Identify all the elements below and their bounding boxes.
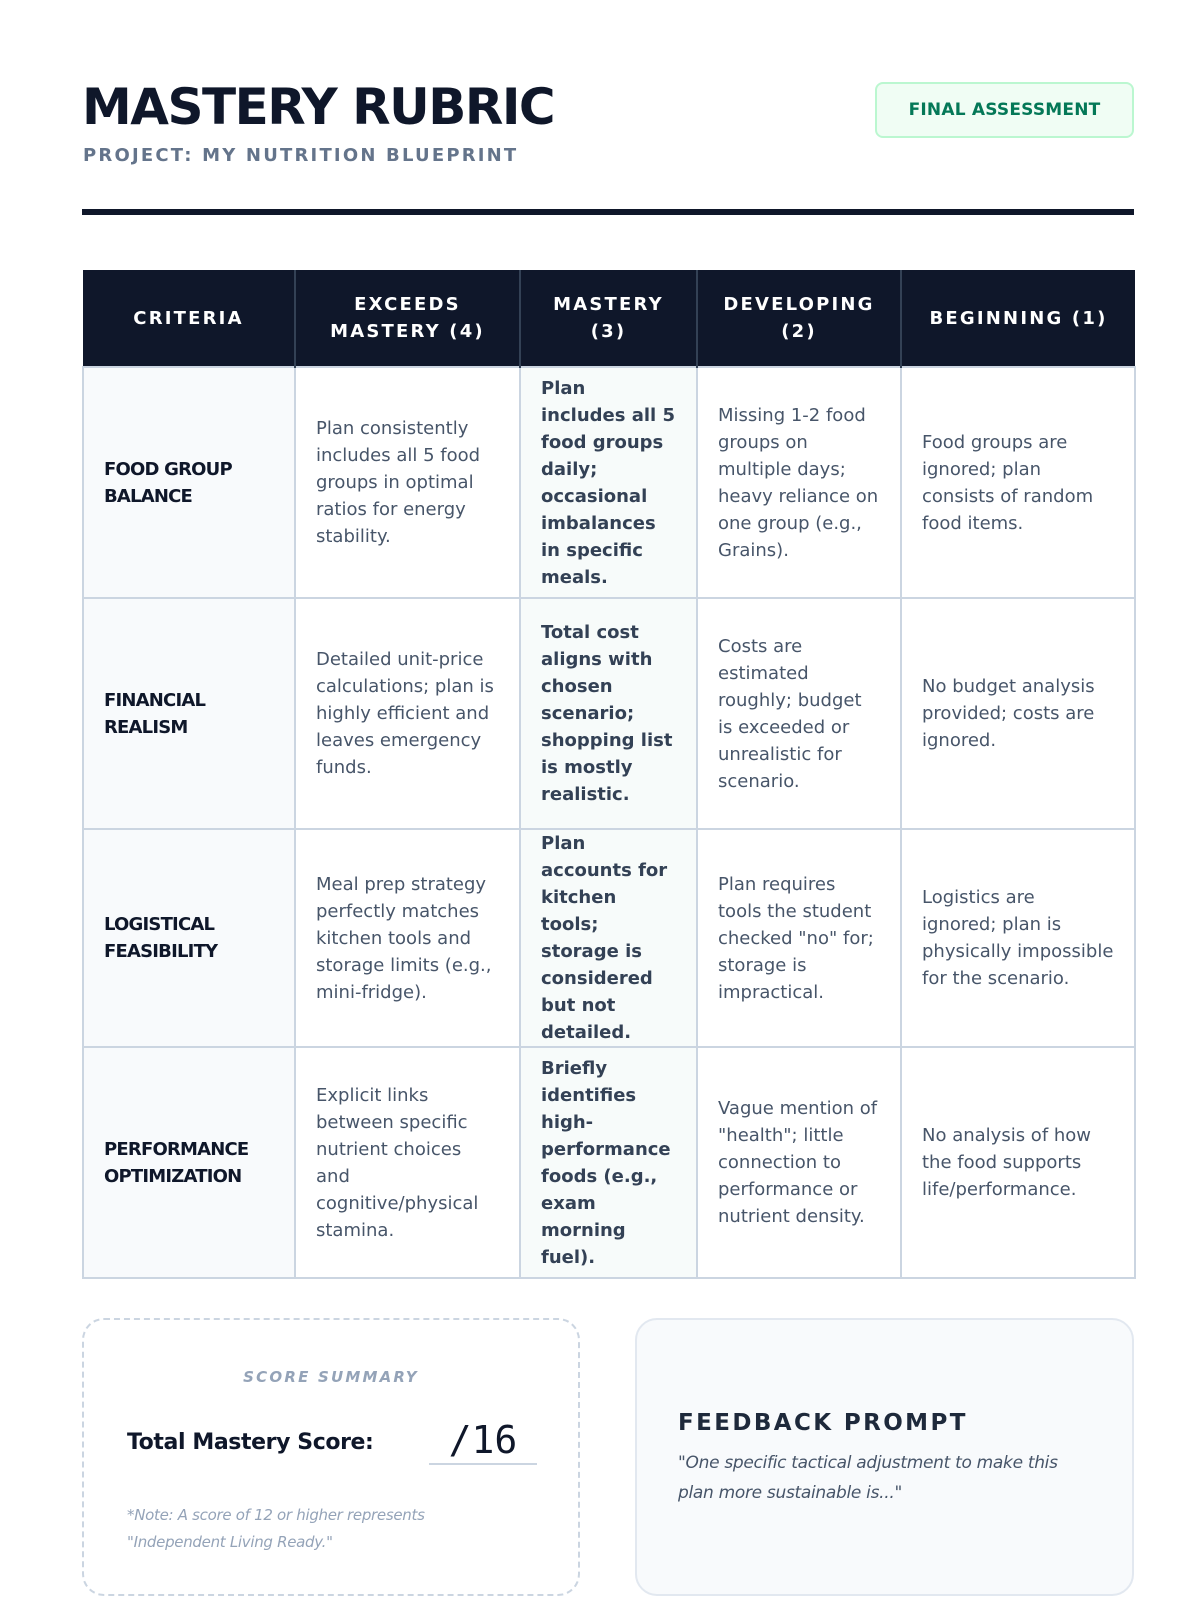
final-assessment-badge: FINAL ASSESSMENT — [875, 82, 1134, 138]
mastery-cell: Briefly identifies high-performance foods (e.g., exam morning fuel). — [520, 1047, 697, 1278]
criteria-cell: LOGISTICAL FEASIBILITY — [83, 829, 295, 1047]
column-header-beginning: BEGINNING (1) — [901, 270, 1135, 367]
developing-cell: Plan requires tools the student checked "no" for; storage is impractical. — [697, 829, 901, 1047]
criteria-cell: PERFORMANCE OPTIMIZATION — [83, 1047, 295, 1278]
developing-cell: Costs are estimated roughly; budget is exceeded or unrealistic for scenario. — [697, 598, 901, 829]
beginning-cell: No analysis of how the food supports life/performance. — [901, 1047, 1135, 1278]
exceeds-cell: Meal prep strategy perfectly matches kitchen tools and storage limits (e.g., mini-fridge). — [295, 829, 520, 1047]
exceeds-cell: Detailed unit-price calculations; plan is highly efficient and leaves emergency funds. — [295, 598, 520, 829]
page-title: MASTERY RUBRIC — [82, 78, 555, 136]
developing-cell: Vague mention of "health"; little connection to performance or nutrient density. — [697, 1047, 901, 1278]
score-note: *Note: A score of 12 or higher represents "Independent Living Ready." — [127, 1506, 425, 1551]
table-row — [83, 1047, 1135, 1278]
score-summary-box — [82, 1318, 580, 1596]
header-divider — [82, 209, 1134, 215]
table-row — [83, 367, 1135, 598]
mastery-cell: Plan accounts for kitchen tools; storage is considered but not detailed. — [520, 829, 697, 1047]
beginning-cell: No budget analysis provided; costs are ignored. — [901, 598, 1135, 829]
column-header-criteria: CRITERIA — [83, 270, 295, 367]
developing-cell: Missing 1-2 food groups on multiple days; heavy reliance on one group (e.g., Grains). — [697, 367, 901, 598]
column-header-exceeds: EXCEEDS MASTERY (4) — [295, 270, 520, 367]
beginning-cell: Logistics are ignored; plan is physically impossible for the scenario. — [901, 829, 1135, 1047]
criteria-cell: FINANCIAL REALISM — [83, 598, 295, 829]
rubric-table — [82, 270, 1136, 1279]
feedback-prompt-text: "One specific tactical adjustment to make this plan more sustainable is..." — [678, 1453, 1058, 1503]
mastery-cell: Plan includes all 5 food groups daily; occasional imbalances in specific meals. — [520, 367, 697, 598]
total-score-label: Total Mastery Score: — [127, 1430, 374, 1455]
beginning-cell: Food groups are ignored; plan consists of random food items. — [901, 367, 1135, 598]
criteria-cell: FOOD GROUP BALANCE — [83, 367, 295, 598]
column-header-mastery: MASTERY (3) — [520, 270, 697, 367]
score-summary-label: SCORE SUMMARY — [243, 1368, 419, 1386]
total-score-field[interactable]: /16 — [429, 1415, 537, 1465]
feedback-prompt-box — [635, 1318, 1134, 1596]
project-subtitle: PROJECT: MY NUTRITION BLUEPRINT — [83, 145, 519, 166]
exceeds-cell: Explicit links between specific nutrient choices and cognitive/physical stamina. — [295, 1047, 520, 1278]
mastery-cell: Total cost aligns with chosen scenario; shopping list is mostly realistic. — [520, 598, 697, 829]
table-row — [83, 829, 1135, 1047]
rubric-header-row — [83, 270, 1135, 367]
header — [82, 78, 1134, 218]
table-row — [83, 598, 1135, 829]
column-header-developing: DEVELOPING (2) — [697, 270, 901, 367]
exceeds-cell: Plan consistently includes all 5 food groups in optimal ratios for energy stability. — [295, 367, 520, 598]
feedback-title: FEEDBACK PROMPT — [678, 1410, 968, 1436]
